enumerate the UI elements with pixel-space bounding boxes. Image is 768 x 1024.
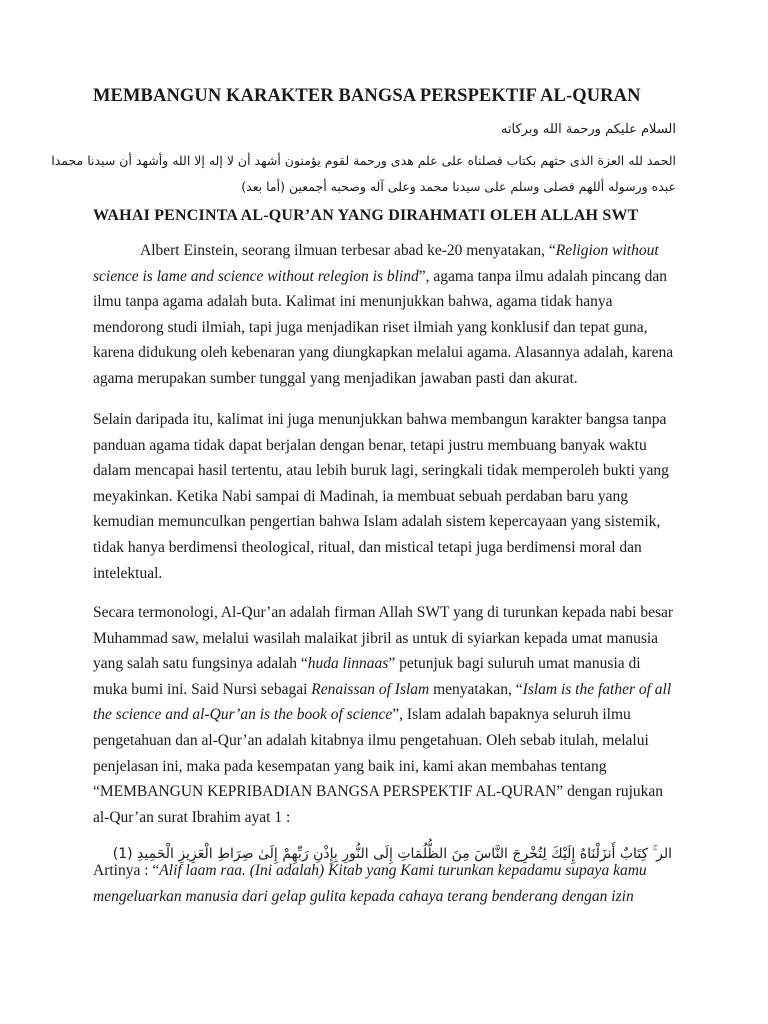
text-run: menyatakan, “ — [429, 680, 523, 698]
text-run: Artinya : “ — [93, 862, 160, 879]
arabic-opening-line-1: الحمد لله العزة الذى حثهم بكتاب فصلناه على علم هدى ورحمة لقوم يؤمنون أشهد أن لا إله إلا الله وأشهد أن سيدنا محمدا — [51, 153, 676, 168]
italic-quote: Religion without — [555, 242, 659, 259]
section-heading: WAHAI PENCINTA AL-QUR’AN YANG DIRAHMATI OLEH ALLAH SWT — [93, 207, 639, 224]
document-title: MEMBANGUN KARAKTER BANGSA PERSPEKTIF AL-QURAN — [93, 86, 641, 106]
text-run: yang salah satu fungsinya adalah “ — [93, 655, 308, 673]
paragraph-line: “MEMBANGUN KEPRIBADIAN BANGSA PERSPEKTIF AL-QURAN” dengan rujukan — [93, 783, 664, 801]
paragraph-line — [93, 238, 683, 264]
italic-quote: the science and al-Qur’an is the book of science — [93, 706, 393, 724]
arabic-verse-ibrahim-1: الر ۚ كِتَابٌ أَنزَلْنَاهُ إِلَيْكَ لِتُخْرِجَ النَّاسَ مِنَ الظُّلُمَاتِ إِلَى النُّورِ بِإِذْنِ رَبِّهِمْ إِلَىٰ صِرَاطِ الْعَزِيزِ الْحَمِيدِ (1) — [112, 846, 672, 862]
paragraph-line: pengetahuan dan al-Qur’an adalah kitabnya ilmu pengetahuan. Oleh sebab itulah, melalui — [93, 731, 649, 749]
paragraph-line: meyakinkan. Ketika Nabi sampai di Madinah, ia membuat sebuah perdaban baru yang — [93, 487, 629, 505]
arabic-greeting: السلام عليكم ورحمة الله وبركاته — [500, 122, 676, 137]
text-run: muka bumi ini. Said Nursi sebagai — [93, 680, 312, 698]
italic-quote: Renaissan of Islam — [311, 680, 430, 698]
paragraph-line — [93, 858, 683, 884]
paragraph-character — [93, 407, 683, 586]
arabic-opening-line-2: عبده ورسوله أللهم فصلى وسلم على سيدنا محمد وعلى آله وصحبه أجمعين (أما بعد) — [241, 179, 676, 194]
paragraph-line: dalam mencapai hasil tertentu, atau lebih buruk lagi, seringkali tidak memperoleh bukti yang — [93, 462, 669, 480]
paragraph-line: Muhammad saw, melalui wasilah malaikat jibril as untuk di syiarkan kepada umat manusia — [93, 629, 659, 647]
paragraph-line: Secara termonologi, Al-Qur’an adalah firman Allah SWT yang di turunkan kepada nabi besar — [93, 604, 674, 621]
italic-quote: huda linnaas — [307, 655, 389, 673]
paragraph-line: penjelasan ini, maka pada kesempatan yang baik ini, kami akan membahas tentang — [93, 757, 607, 775]
paragraph-line: intelektual. — [93, 564, 163, 582]
paragraph-line: ilmu tanpa agama adalah buta. Kalimat ini menunjukkan bahwa, agama tidak hanya — [93, 293, 613, 311]
italic-quote: Alif laam raa. (Ini adalah) Kitab yang Kami turunkan kepadamu supaya kamu — [159, 862, 647, 879]
paragraph-line: agama merupakan sumber tunggal yang menjadikan jawaban pasti dan akurat. — [93, 369, 578, 387]
italic-quote: Islam is the father of all — [522, 680, 672, 698]
text-run: ”, agama tanpa ilmu adalah pincang dan — [418, 267, 668, 285]
paragraph-line: mendorong studi ilmiah, tapi juga menjadikan riset ilmiah yang konklusif dan tepat guna, — [93, 318, 648, 336]
paragraph-line: al-Qur’an surat Ibrahim ayat 1 : — [93, 808, 291, 826]
paragraph-line — [93, 651, 683, 677]
paragraph-line: kemudian memunculkan pengertian bahwa Islam adalah sistem kepercayaan yang sistemik, — [93, 513, 661, 531]
italic-quote: science is lame and science without relegion is blind — [93, 267, 419, 285]
paragraph-line: Selain daripada itu, kalimat ini juga menunjukkan bahwa membangun karakter bangsa tanpa — [93, 411, 667, 428]
paragraph-line — [93, 264, 683, 290]
paragraph-line: karena didukung oleh kebenaran yang diungkapkan melalui agama. Alasannya adalah, karena — [93, 344, 674, 362]
paragraph-einstein — [93, 238, 683, 392]
text-run: Albert Einstein, seorang ilmuan terbesar abad ke-20 menyatakan, “ — [140, 242, 556, 259]
italic-quote: mengeluarkan manusia dari gelap gulita kepada cahaya terang benderang dengan izin — [93, 887, 634, 905]
paragraph-translation — [93, 858, 683, 909]
paragraph-line — [93, 702, 683, 728]
paragraph-line: tidak hanya berdimensi theological, ritual, dan mistical tetapi juga berdimensi moral dan — [93, 538, 642, 556]
text-run: ”, Islam adalah bapaknya seluruh ilmu — [392, 706, 631, 724]
paragraph-terminology — [93, 600, 683, 830]
paragraph-line: panduan agama tidak dapat berjalan dengan benar, tetapi justru membuang banyak waktu — [93, 436, 647, 454]
paragraph-line — [93, 677, 683, 703]
text-run: ” petunjuk bagi suluruh umat manusia di — [388, 655, 641, 673]
paragraph-line — [93, 884, 683, 910]
